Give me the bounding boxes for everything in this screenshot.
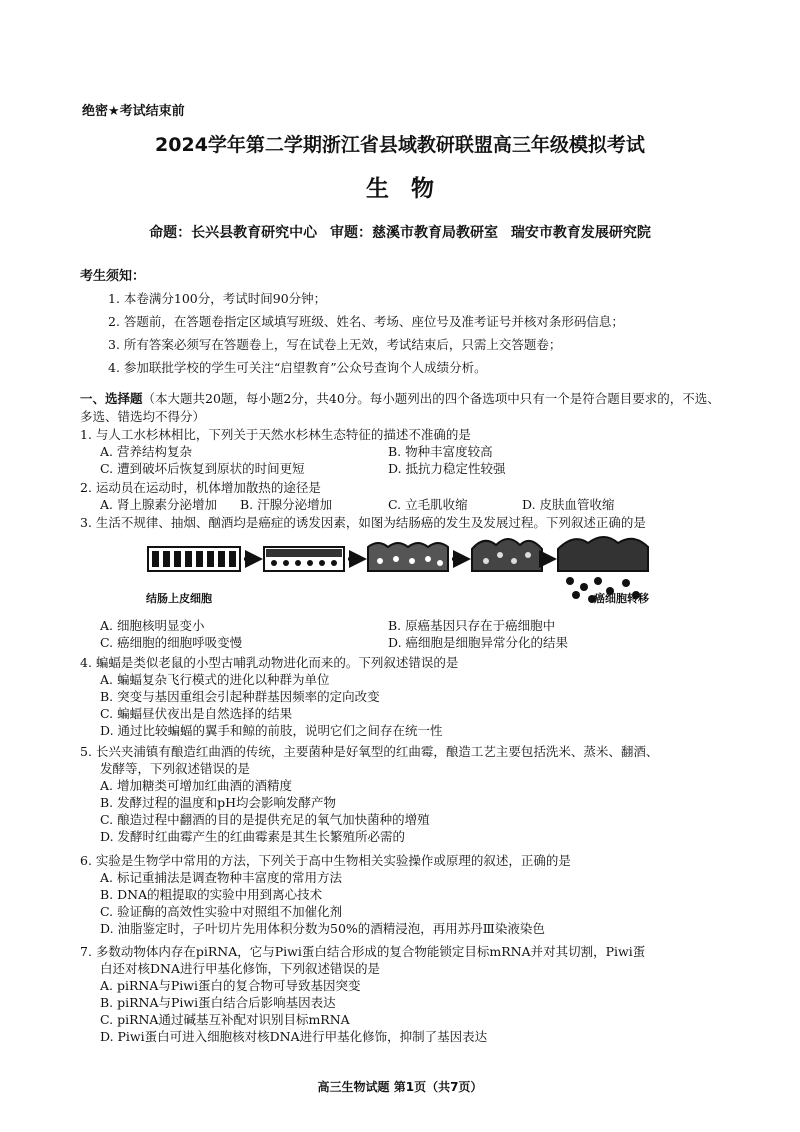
option: D. Piwi蛋白可进入细胞核对核DNA进行甲基化修饰，抑制了基因表达 [100,1029,488,1044]
option: C. 立毛肌收缩 [388,497,468,512]
option: B. 物种丰富度较高 [388,444,493,459]
question-stem-continued: 白还对核DNA进行甲基化修饰，下列叙述错误的是 [100,961,380,976]
option: B. 原癌基因只存在于癌细胞中 [388,618,556,633]
option: C. 蝙蝠昼伏夜出是自然选择的结果 [100,706,293,721]
question-stem: 1. 与人工水杉林相比，下列关于天然水杉林生态特征的描述不准确的是 [80,427,471,442]
confidential-label: 绝密★考试结束前 [82,104,185,119]
question-stem: 3. 生活不规律、抽烟、酗酒均是癌症的诱发因素，如图为结肠癌的发生及发展过程。下列叙述正确的是 [80,515,646,530]
question-stem: 5. 长兴夹浦镇有酿造红曲酒的传统，主要菌种是好氧型的红曲霉，酿造工艺主要包括洗米、蒸米、翻酒、 [80,744,659,759]
caption-normal-cells: 结肠上皮细胞 [146,592,212,605]
option: D. 通过比较蝙蝠的翼手和鲸的前肢，说明它们之间存在统一性 [100,723,443,738]
option: D. 发酵时红曲霉产生的红曲霉素是其生长繁殖所必需的 [100,829,406,844]
question-stem: 2. 运动员在运动时，机体增加散热的途径是 [80,480,321,495]
page-footer: 高三生物试题 第1页（共7页） [317,1080,483,1094]
question-stem: 4. 蝙蝠是类似老鼠的小型古哺乳动物进化而来的。下列叙述错误的是 [80,655,459,670]
option: B. 突变与基因重组会引起种群基因频率的定向改变 [100,689,380,704]
notice-item: 4. 参加联批学校的学生可关注“启望教育”公众号查询个人成绩分析。 [108,360,487,375]
option: A. 标记重捕法是调查物种丰富度的常用方法 [100,870,342,885]
option: A. 肾上腺素分泌增加 [100,497,217,512]
option: D. 癌细胞是细胞异常分化的结果 [388,635,569,650]
option: A. 蝙蝠复杂飞行模式的进化以种群为单位 [100,672,330,687]
option: A. 增加糖类可增加红曲酒的酒精度 [100,778,292,793]
option: D. 抵抗力稳定性较强 [388,461,506,476]
stage-adenoma [368,543,448,571]
author-institute: 瑞安市教育发展研究院 [510,225,651,241]
notice-item: 1. 本卷满分100分，考试时间90分钟； [108,291,327,306]
caption-metastasis: 癌细胞转移 [594,592,649,605]
option: C. 癌细胞的细胞呼吸变慢 [100,635,243,650]
stage-normal [148,547,240,571]
option: D. 油脂鉴定时，子叶切片先用体积分数为50%的酒精浸泡，再用苏丹Ⅲ染液染色 [100,921,545,936]
question-stem-continued: 发酵等，下列叙述错误的是 [100,761,251,776]
stage-tumor [472,539,542,571]
question-stem: 7. 多数动物体内存在piRNA，它与Piwi蛋白结合形成的复合物能锁定目标mRNA并对其切割，Piwi蛋 [80,944,646,959]
option: B. 发酵过程的温度和pH均会影响发酵产物 [100,795,337,810]
option: B. 汗腺分泌增加 [240,497,333,512]
option: C. 验证酶的高效性实验中对照组不加催化剂 [100,904,343,919]
option: B. DNA的粗提取的实验中用到离心技术 [100,887,323,902]
section-heading [80,390,720,426]
author-proposer: 命题：长兴县教育研究中心 [149,225,318,241]
section-label: 一、选择题 [80,391,143,406]
option: A. 细胞核明显变小 [100,618,205,633]
option: C. piRNA通过碱基互补配对识别目标mRNA [100,1012,350,1027]
question-stem: 6. 实验是生物学中常用的方法，下列关于高中生物相关实验操作或原理的叙述，正确的是 [80,853,571,868]
colon-cancer-diagram [140,535,660,605]
subject-title: 生物 [366,176,456,202]
notice-item: 2. 答题前，在答题卷指定区域填写班级、姓名、考场、座位号及准考证号并核对条形码信息； [108,314,624,329]
section-instructions: （本大题共20题，每小题2分，共40分。每小题列出的四个备选项中只有一个是符合题目要求的，不选、多选、错选均不得分） [80,391,720,424]
option: B. piRNA与Piwi蛋白结合后影响基因表达 [100,995,336,1010]
option: C. 酿造过程中翻酒的目的是提供充足的氧气加快菌种的增殖 [100,812,430,827]
notice-heading: 考生须知： [80,269,146,284]
option: A. piRNA与Piwi蛋白的复合物可导致基因突变 [100,978,361,993]
option: C. 遭到破坏后恢复到原状的时间更短 [100,461,305,476]
author-reviewer: 审题：慈溪市教育局教研室 [330,225,498,241]
stage-early [264,547,344,571]
notice-item: 3. 所有答案必须写在答题卷上，写在试卷上无效，考试结束后，只需上交答题卷； [108,337,562,352]
option: D. 皮肤血管收缩 [522,497,615,512]
option: A. 营养结构复杂 [100,444,192,459]
authors-line [0,222,800,242]
exam-title: 2024学年第二学期浙江省县域教研联盟高三年级模拟考试 [155,134,645,156]
